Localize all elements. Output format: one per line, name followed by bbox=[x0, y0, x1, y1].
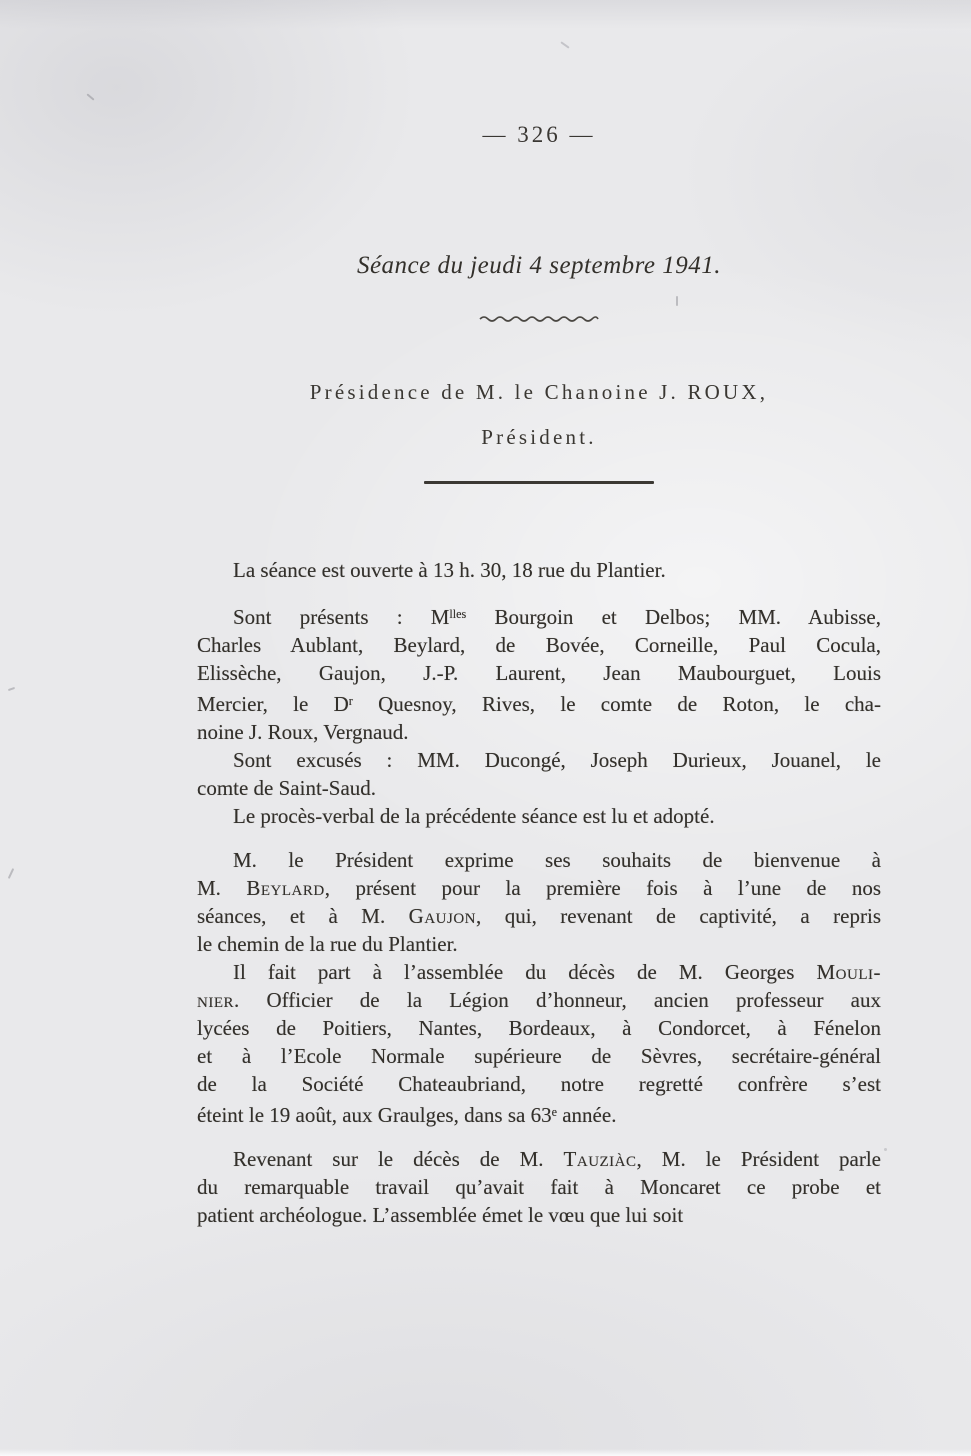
text-segment: noine J. Roux, Vergnaud. bbox=[197, 720, 409, 745]
presidency-heading: Présidence de M. le Chanoine J. ROUX, bbox=[309, 380, 769, 404]
text-segment: comte de Saint-Saud. bbox=[197, 776, 377, 801]
text-segment: La séance est ouverte à 13 h. 30, 18 rue du Plantier. bbox=[233, 558, 666, 582]
text-line bbox=[197, 1042, 881, 1070]
small-caps-name: Gaujon bbox=[408, 904, 477, 929]
paragraph bbox=[197, 1145, 881, 1229]
text-segment: Bourgoin et Delbos; MM. Aubisse, bbox=[466, 605, 881, 630]
text-line bbox=[197, 631, 881, 659]
rule-line bbox=[424, 481, 654, 484]
scan-speck bbox=[86, 93, 94, 100]
paragraph bbox=[197, 600, 881, 746]
scan-speck bbox=[884, 1148, 887, 1151]
paragraph bbox=[197, 846, 881, 958]
text-segment: . Officier de la Légion d’honneur, ancien professeur aux bbox=[234, 988, 881, 1013]
text-line bbox=[197, 687, 881, 718]
text-segment: Sont excusés : MM. Ducongé, Joseph Durieux, Jouanel, le bbox=[233, 748, 881, 773]
text-line bbox=[197, 1201, 881, 1229]
scan-speck bbox=[8, 687, 15, 691]
text-line bbox=[197, 802, 881, 830]
text-segment: , qui, revenant de captivité, a repris bbox=[476, 904, 881, 929]
page-number: — 326 — bbox=[482, 122, 596, 147]
text-segment: Mercier, le D bbox=[197, 692, 349, 717]
text-line bbox=[197, 874, 881, 902]
text-line bbox=[197, 1145, 881, 1173]
text-segment: Sont présents : M bbox=[233, 605, 450, 630]
text-segment: M. le Président exprime ses souhaits de bienvenue à bbox=[233, 848, 881, 873]
paragraph bbox=[197, 802, 881, 830]
text-line bbox=[197, 746, 881, 774]
text-segment: M. bbox=[197, 876, 247, 901]
paragraph bbox=[197, 556, 881, 584]
presidency-subheading: Président. bbox=[481, 425, 597, 449]
text-segment: lycées de Poitiers, Nantes, Bordeaux, à Condorcet, à Fénelon bbox=[197, 1016, 881, 1041]
superscript: e bbox=[551, 1105, 557, 1120]
text-segment: Le procès-verbal de la précédente séance est lu et adopté. bbox=[233, 804, 715, 829]
text-segment: et à l’Ecole Normale supérieure de Sèvres, secrétaire-général bbox=[197, 1044, 881, 1069]
scan-speck bbox=[560, 41, 569, 48]
text-segment: Charles Aublant, Beylard, de Bovée, Corneille, Paul Cocula, bbox=[197, 633, 881, 658]
text-segment: de la Société Chateaubriand, notre regretté confrère s’est bbox=[197, 1072, 881, 1097]
text-segment: séances, et à M. bbox=[197, 904, 409, 929]
session-title: Séance du jeudi 4 septembre 1941. bbox=[356, 252, 722, 279]
text-line bbox=[197, 1014, 881, 1042]
text-segment: Elissèche, Gaujon, J.-P. Laurent, Jean Maubourguet, Louis bbox=[197, 661, 881, 686]
text-segment: Il fait part à l’assemblée du décès de M. Georges bbox=[233, 960, 817, 985]
small-caps-name: Tauziàc bbox=[563, 1147, 637, 1172]
text-segment: Revenant sur le décès de M. bbox=[233, 1147, 564, 1172]
text-line bbox=[197, 1173, 881, 1201]
scan-speck bbox=[676, 296, 678, 306]
text-line bbox=[197, 902, 881, 930]
text-line bbox=[197, 958, 881, 986]
small-caps-name: Beylard bbox=[246, 876, 325, 901]
paragraph bbox=[197, 958, 881, 1129]
text-segment: , M. le Président parle bbox=[636, 1147, 881, 1172]
text-line bbox=[197, 718, 881, 746]
text-line bbox=[197, 1098, 881, 1129]
text-line bbox=[197, 846, 881, 874]
horizontal-rule-divider bbox=[197, 481, 881, 484]
text-line bbox=[197, 774, 881, 802]
text-segment: année. bbox=[556, 1103, 617, 1128]
text-line bbox=[197, 1070, 881, 1098]
text-segment: , présent pour la première fois à l’une de nos bbox=[324, 876, 881, 901]
wavy-divider-icon bbox=[478, 314, 600, 324]
scan-speck bbox=[8, 868, 14, 879]
text-line bbox=[197, 600, 881, 631]
wavy-divider bbox=[197, 311, 881, 329]
text-segment: patient archéologue. L’assemblée émet le vœu que lui soit bbox=[197, 1203, 684, 1228]
paragraph bbox=[197, 746, 881, 802]
text-line bbox=[197, 659, 881, 687]
text-segment: le chemin de la rue du Plantier. bbox=[197, 932, 458, 957]
body-text bbox=[197, 556, 881, 1229]
small-caps-name: nier bbox=[197, 988, 234, 1013]
page-bottom-edge bbox=[0, 1449, 971, 1456]
text-segment: éteint le 19 août, aux Graulges, dans sa 63 bbox=[197, 1103, 552, 1128]
text-line bbox=[197, 556, 881, 584]
text-segment: Quesnoy, Rives, le comte de Roton, le cha- bbox=[352, 692, 881, 717]
text-segment: du remarquable travail qu’avait fait à Moncaret ce probe et bbox=[197, 1175, 881, 1200]
text-line bbox=[197, 930, 881, 958]
superscript: r bbox=[348, 694, 353, 709]
small-caps-name: Mouli- bbox=[816, 960, 881, 985]
superscript: lles bbox=[449, 607, 467, 621]
text-line bbox=[197, 986, 881, 1014]
